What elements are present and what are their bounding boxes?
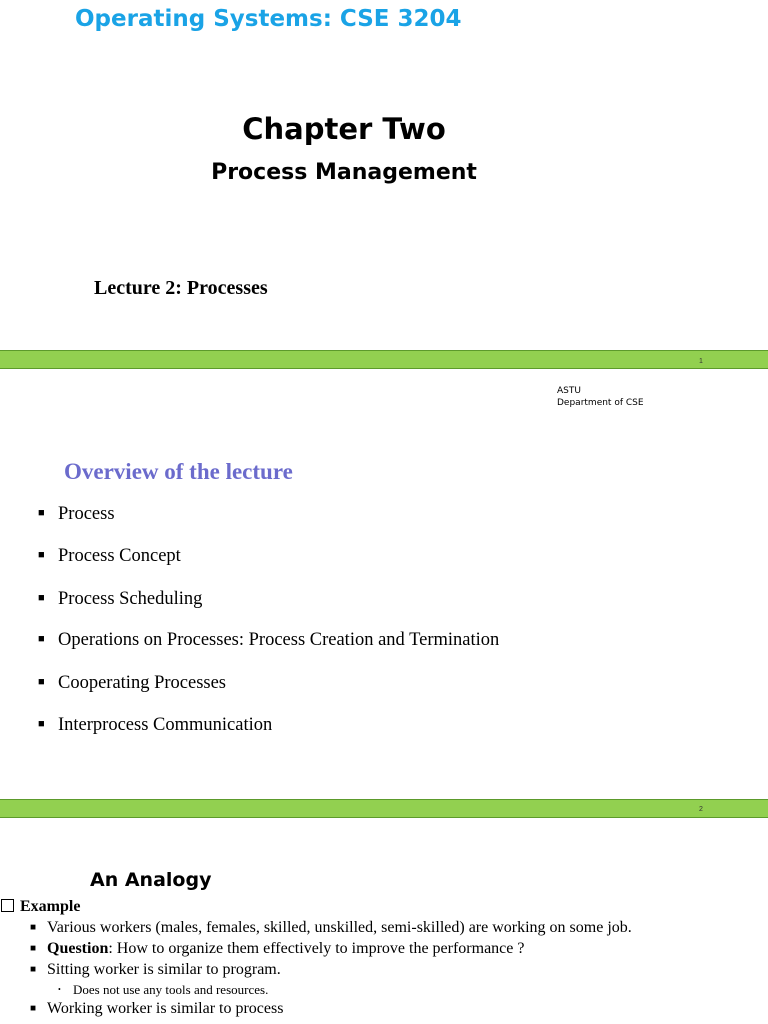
example-item: ■ Sitting worker is similar to program.	[30, 961, 281, 978]
example-heading: Example	[1, 898, 80, 916]
course-title: Operating Systems: CSE 3204	[75, 6, 462, 32]
checkbox-bullet-icon	[1, 899, 14, 912]
slide-footer-bar	[0, 350, 768, 369]
analogy-title: An Analogy	[90, 869, 212, 891]
square-bullet-icon: ■	[30, 943, 37, 954]
affiliation-university: ASTU	[557, 386, 581, 396]
page-number: 2	[699, 806, 703, 813]
overview-item: ■ Process Scheduling	[38, 589, 203, 609]
square-bullet-icon: ■	[38, 549, 45, 561]
example-subitem: • Does not use any tools and resources.	[58, 982, 269, 997]
overview-item: ■ Process	[38, 504, 115, 524]
example-item: ■ Various workers (males, females, skilled, unskilled, semi-skilled) are working on some job.	[30, 919, 632, 936]
slide-footer-bar	[0, 799, 768, 818]
overview-title: Overview of the lecture	[64, 459, 293, 484]
square-bullet-icon: ■	[30, 1003, 37, 1014]
chapter-subtitle: Process Management	[211, 160, 477, 185]
overview-item: ■ Cooperating Processes	[38, 673, 227, 693]
dot-bullet-icon: •	[58, 985, 61, 994]
overview-item: ■ Process Concept	[38, 546, 181, 566]
overview-item: ■ Operations on Processes: Process Creation and Termination	[38, 630, 500, 650]
affiliation-department: Department of CSE	[557, 398, 644, 408]
example-item: ■ Question: How to organize them effectively to improve the performance ?	[30, 940, 525, 957]
lecture-title: Lecture 2: Processes	[94, 277, 268, 299]
square-bullet-icon: ■	[38, 507, 45, 519]
square-bullet-icon: ■	[30, 922, 37, 933]
square-bullet-icon: ■	[38, 592, 45, 604]
square-bullet-icon: ■	[38, 633, 45, 645]
square-bullet-icon: ■	[38, 718, 45, 730]
square-bullet-icon: ■	[30, 964, 37, 975]
square-bullet-icon: ■	[38, 676, 45, 688]
page-number: 1	[699, 358, 703, 365]
chapter-title: Chapter Two	[242, 112, 446, 146]
example-item: ■ Working worker is similar to process	[30, 1000, 284, 1017]
overview-item: ■ Interprocess Communication	[38, 715, 273, 735]
